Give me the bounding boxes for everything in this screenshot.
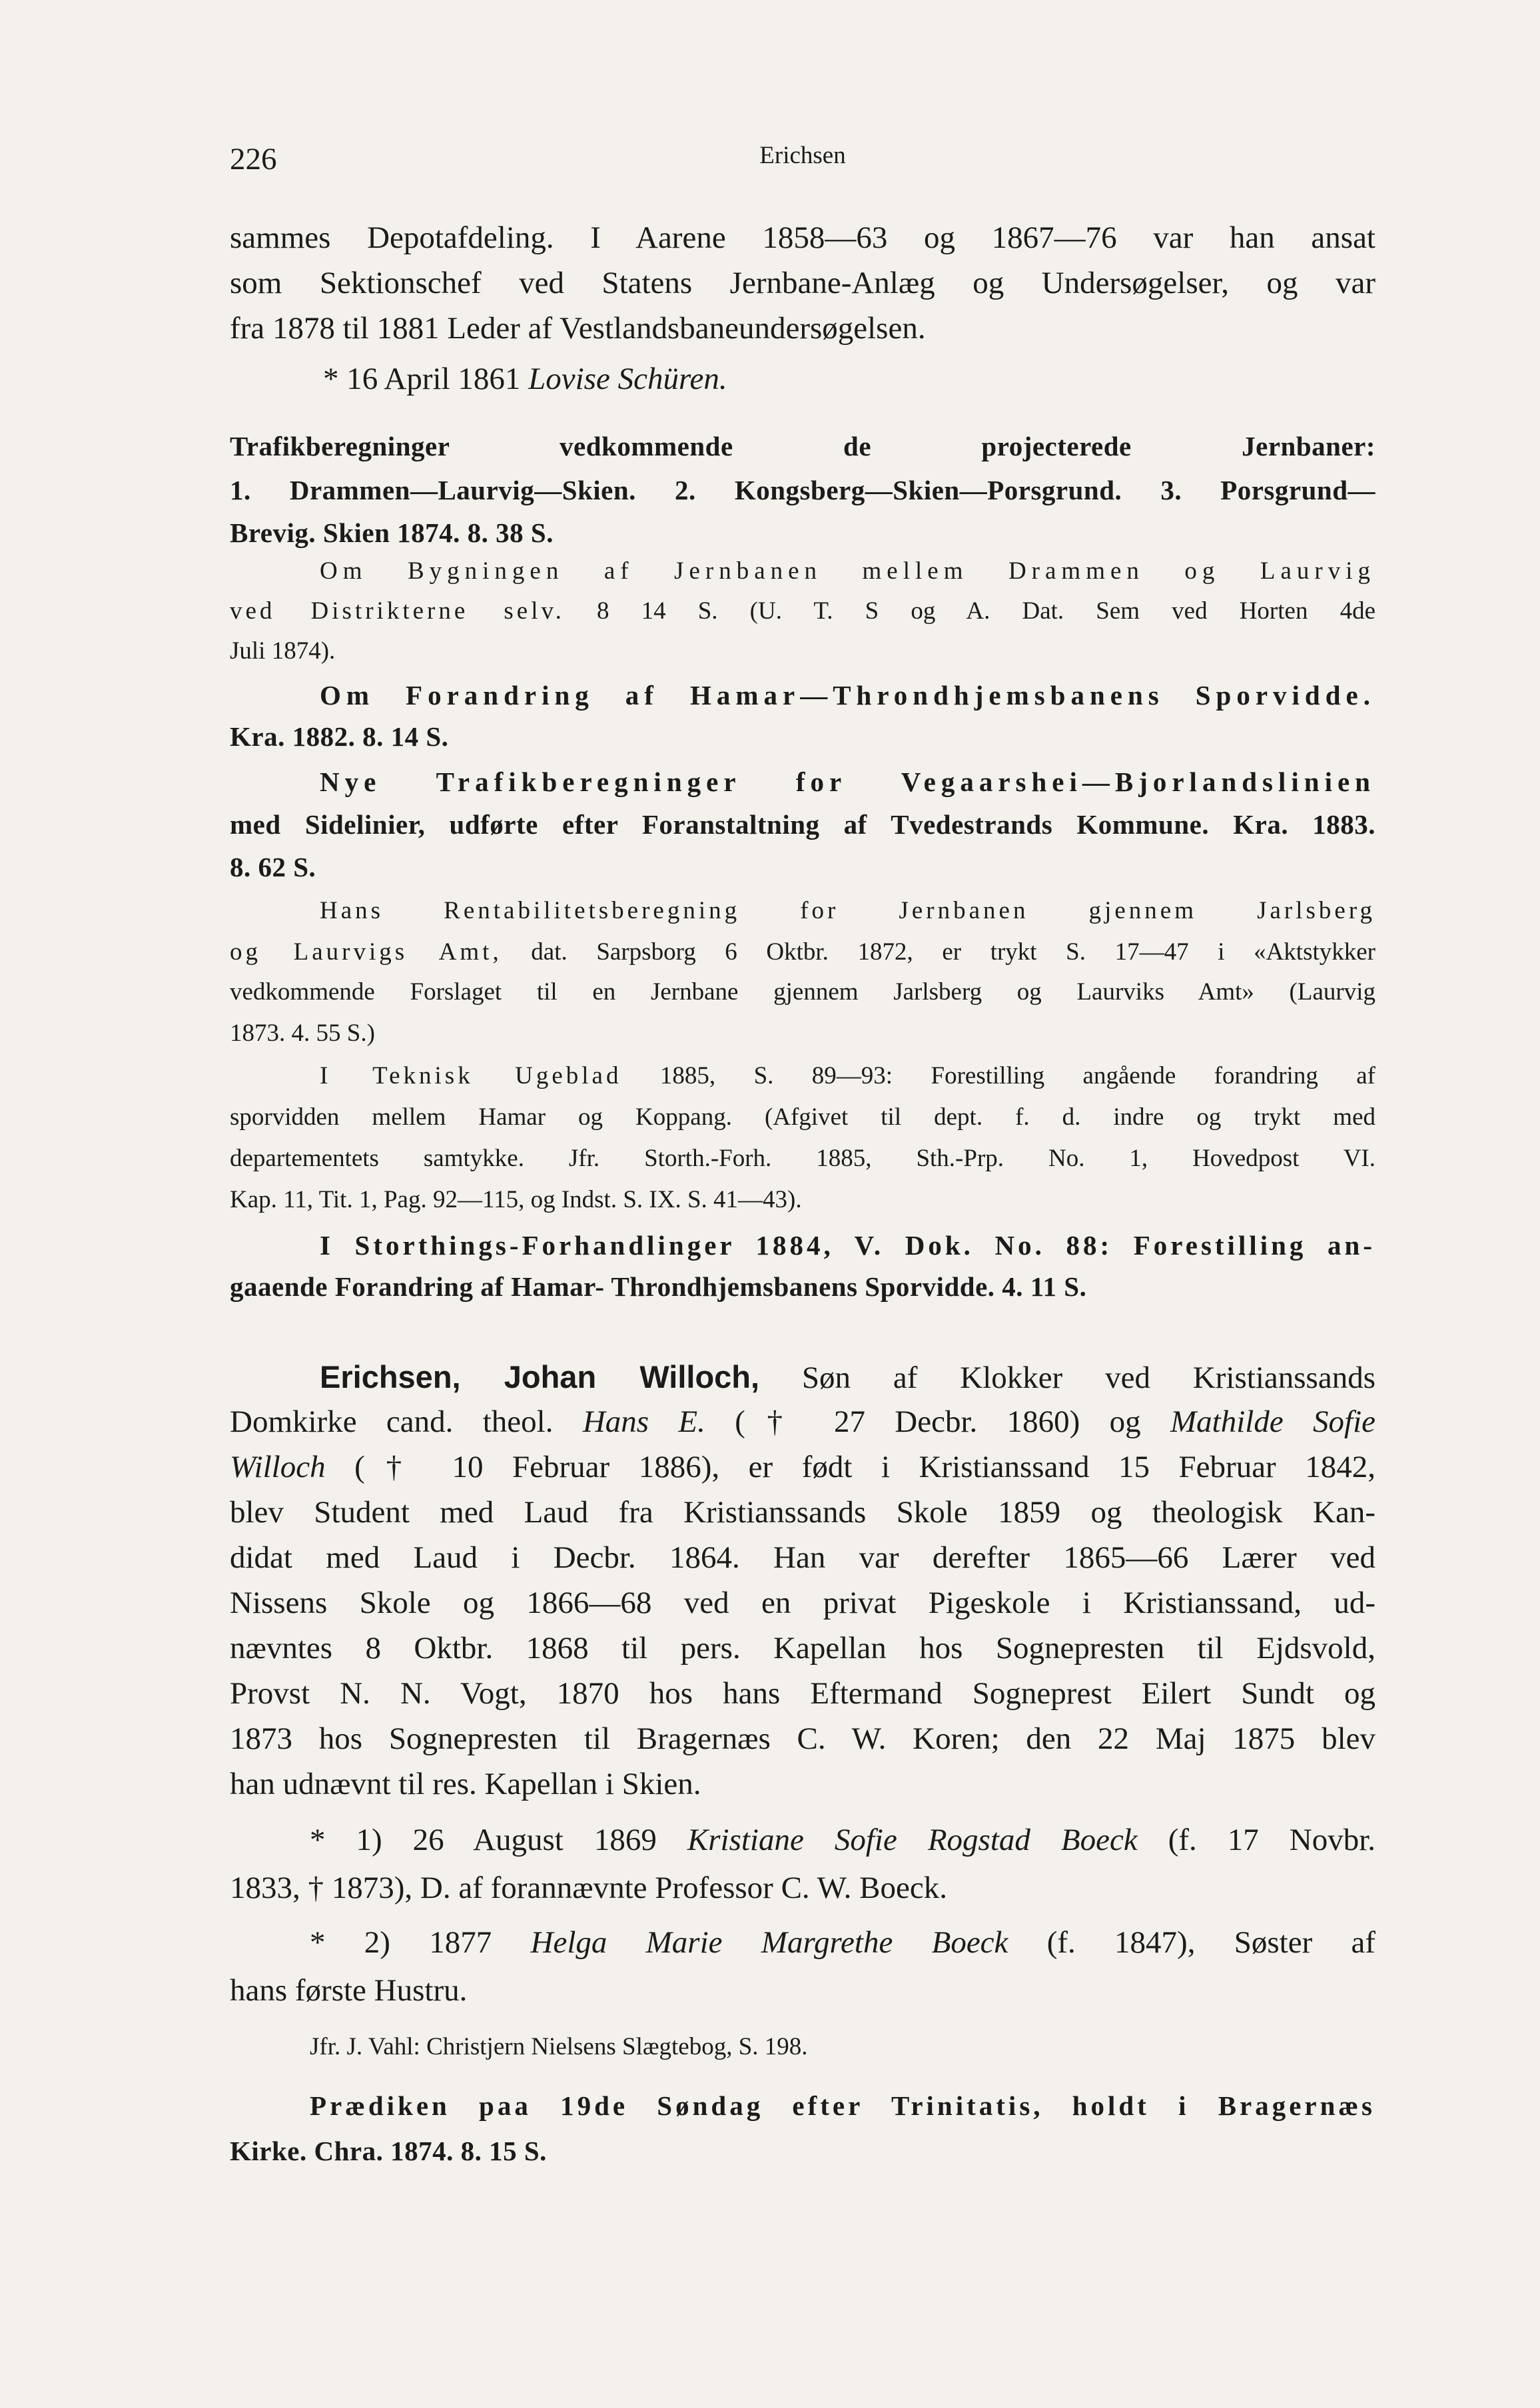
text-line: han udnævnt til res. Kapellan i Skien.: [230, 1767, 701, 1801]
text-line: Kap. 11, Tit. 1, Pag. 92—115, og Indst. S. IX. S. 41—43).: [230, 1186, 802, 1213]
text-line: Om Bygningen af Jernbanen mellem Drammen og Laurvig: [320, 557, 1375, 585]
text-line: sammes Depotafdeling. I Aarene 1858—63 og 1867—76 var han ansat: [230, 220, 1375, 255]
text-line: 1833, † 1873), D. af forannævnte Professor C. W. Boeck.: [230, 1871, 947, 1905]
text-line: nævntes 8 Oktbr. 1868 til pers. Kapellan hos Sognepresten til Ejdsvold,: [230, 1631, 1375, 1665]
entry-name: Erichsen, Johan Willoch,: [320, 1359, 760, 1394]
text-line: 1873 hos Sognepresten til Bragernæs C. W. Koren; den 22 Maj 1875 blev: [230, 1721, 1375, 1756]
entry-heading-line: Erichsen, Johan Willoch, Søn af Klokker ved Kristianssands: [320, 1359, 1375, 1395]
mother-name: Willoch: [230, 1450, 326, 1484]
text-line: vedkommende Forslaget til en Jernbane gjennem Jarlsberg og Laurviks Amt» (Laurvig: [230, 978, 1375, 1006]
text-line: hans første Hustru.: [230, 1973, 468, 2008]
text-line: sporvidden mellem Hamar og Koppang. (Afgivet til dept. f. d. indre og trykt med: [230, 1103, 1375, 1131]
marriage-line: * 2) 1877 Helga Marie Margrethe Boeck (f. 1847), Søster af: [310, 1925, 1376, 1960]
page-header: [230, 141, 1375, 181]
text-line: ved Distrikterne selv. 8 14 S. (U. T. S og A. Dat. Sem ved Horten 4de: [230, 597, 1375, 625]
work-title: 1. Drammen—Laurvig—Skien. 2. Kongsberg—Skien—Porsgrund. 3. Porsgrund—: [230, 475, 1375, 505]
text-line: og Laurvigs Amt, dat. Sarpsborg 6 Oktbr. 1872, er trykt S. 17—47 i «Aktstykker: [230, 938, 1375, 966]
running-head: Erichsen: [759, 142, 846, 169]
reference-line: Jfr. J. Vahl: Christjern Nielsens Slægtebog, S. 198.: [310, 2033, 808, 2060]
spouse-name: Lovise Schüren.: [528, 362, 727, 396]
work-imprint: 8. 62 S.: [230, 852, 316, 882]
work-title: Nye Trafikberegninger for Vegaarshei—Bjorlandslinien: [320, 766, 1375, 797]
text-line: fra 1878 til 1881 Leder af Vestlandsbaneundersøgelsen.: [230, 311, 926, 346]
marriage-line: * 1) 26 August 1869 Kristiane Sofie Rogstad Boeck (f. 17 Novbr.: [310, 1823, 1376, 1857]
spaced-text: ved Distrikterne selv.: [230, 597, 565, 625]
work-title: med Sidelinier, udførte efter Foranstaltning af Tvedestrands Kommune. Kra. 1883.: [230, 809, 1375, 840]
mother-name: Mathilde Sofie: [1170, 1404, 1376, 1439]
text-line: Provst N. N. Vogt, 1870 hos hans Eftermand Sogneprest Eilert Sundt og: [230, 1676, 1375, 1711]
text-line: departementets samtykke. Jfr. Storth.-Forh. 1885, Sth.-Prp. No. 1, Hovedpost VI.: [230, 1145, 1375, 1172]
work-title: Om Forandring af Hamar—Throndhjemsbanens Sporvidde.: [320, 680, 1375, 711]
marriage-line: [323, 361, 727, 397]
text-line: I Teknisk Ugeblad 1885, S. 89—93: Forestilling angående forandring af: [320, 1062, 1375, 1089]
work-imprint: Kra. 1882. 8. 14 S.: [230, 721, 449, 752]
text-line: 1873. 4. 55 S.): [230, 1020, 375, 1047]
father-name: Hans E.: [582, 1404, 705, 1439]
work-title: Trafikberegninger vedkommende de projecterede Jernbaner:: [230, 431, 1375, 461]
text-line: som Sektionschef ved Statens Jernbane-Anlæg og Undersøgelser, og var: [230, 266, 1375, 300]
spaced-text: I Teknisk Ugeblad: [320, 1062, 622, 1089]
page-number: 226: [230, 142, 277, 176]
text-line: Domkirke cand. theol. Hans E. († 27 Decbr. 1860) og Mathilde Sofie: [230, 1404, 1376, 1439]
text-line: didat med Laud i Decbr. 1864. Han var derefter 1865—66 Lærer ved: [230, 1540, 1375, 1575]
text-line: Nissens Skole og 1866—68 ved en privat Pigeskole i Kristianssand, ud-: [230, 1586, 1375, 1620]
work-imprint: Kirke. Chra. 1874. 8. 15 S.: [230, 2136, 547, 2166]
work-title: I Storthings-Forhandlinger 1884, V. Dok. No. 88: Forestilling an-: [320, 1230, 1375, 1261]
work-imprint: Brevig. Skien 1874. 8. 38 S.: [230, 517, 554, 548]
text-line: Willoch († 10 Februar 1886), er født i Kristianssand 15 Februar 1842,: [230, 1450, 1376, 1484]
spouse-name: Kristiane Sofie Rogstad Boeck: [687, 1823, 1138, 1857]
spouse-name: Helga Marie Margrethe Boeck: [530, 1925, 1008, 1960]
spaced-text: og Laurvigs Amt,: [230, 938, 502, 966]
work-title: gaaende Forandring af Hamar- Throndhjemsbanens Sporvidde. 4. 11 S.: [230, 1271, 1087, 1302]
text-line: Juli 1874).: [230, 637, 336, 665]
work-title: Prædiken paa 19de Søndag efter Trinitatis, holdt i Bragernæs: [310, 2090, 1375, 2121]
text-line: Hans Rentabilitetsberegning for Jernbanen gjennem Jarlsberg: [320, 897, 1375, 924]
text-line: blev Student med Laud fra Kristianssands Skole 1859 og theologisk Kan-: [230, 1495, 1375, 1530]
marriage-date: * 16 April 1861: [323, 362, 521, 396]
